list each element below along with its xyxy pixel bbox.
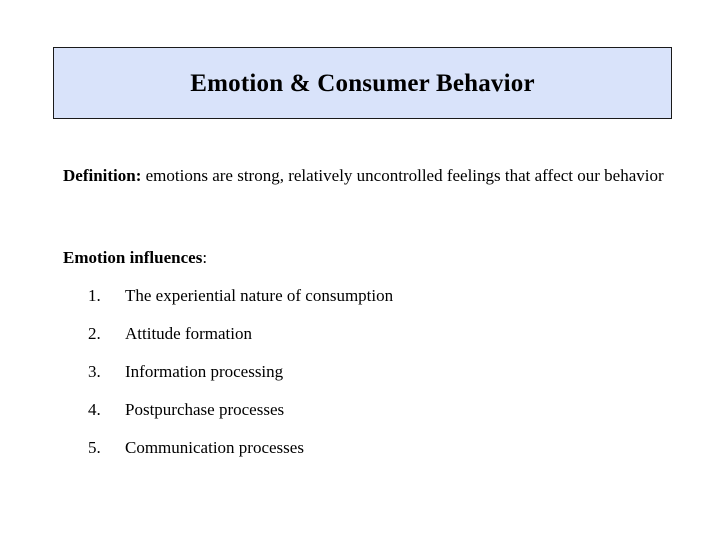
list-item xyxy=(88,360,393,398)
list-item-text: Attitude formation xyxy=(125,324,253,343)
definition-paragraph xyxy=(63,164,689,188)
list-item xyxy=(88,398,393,436)
list-item xyxy=(88,436,393,474)
influences-heading-colon: : xyxy=(202,248,208,267)
slide-title: Emotion & Consumer Behavior xyxy=(190,70,535,97)
definition-text: emotions are strong, relatively uncontrolled feelings that affect our behavior xyxy=(141,166,664,185)
list-item-number: 1. xyxy=(88,286,101,305)
list-item-text: Communication processes xyxy=(125,438,304,457)
list-item-number: 5. xyxy=(88,438,101,457)
list-item-text: Information processing xyxy=(125,362,284,381)
list-item-number: 2. xyxy=(88,324,101,343)
influences-heading-label: Emotion influences xyxy=(63,248,203,267)
list-item-text: The experiential nature of consumption xyxy=(125,286,394,305)
definition-label: Definition: xyxy=(63,166,142,185)
list-item xyxy=(88,284,393,322)
title-box xyxy=(53,47,672,119)
list-item-text: Postpurchase processes xyxy=(125,400,285,419)
influences-list xyxy=(88,284,393,474)
list-item-number: 4. xyxy=(88,400,101,419)
list-item-number: 3. xyxy=(88,362,101,381)
list-item xyxy=(88,322,393,360)
influences-heading xyxy=(63,246,207,270)
